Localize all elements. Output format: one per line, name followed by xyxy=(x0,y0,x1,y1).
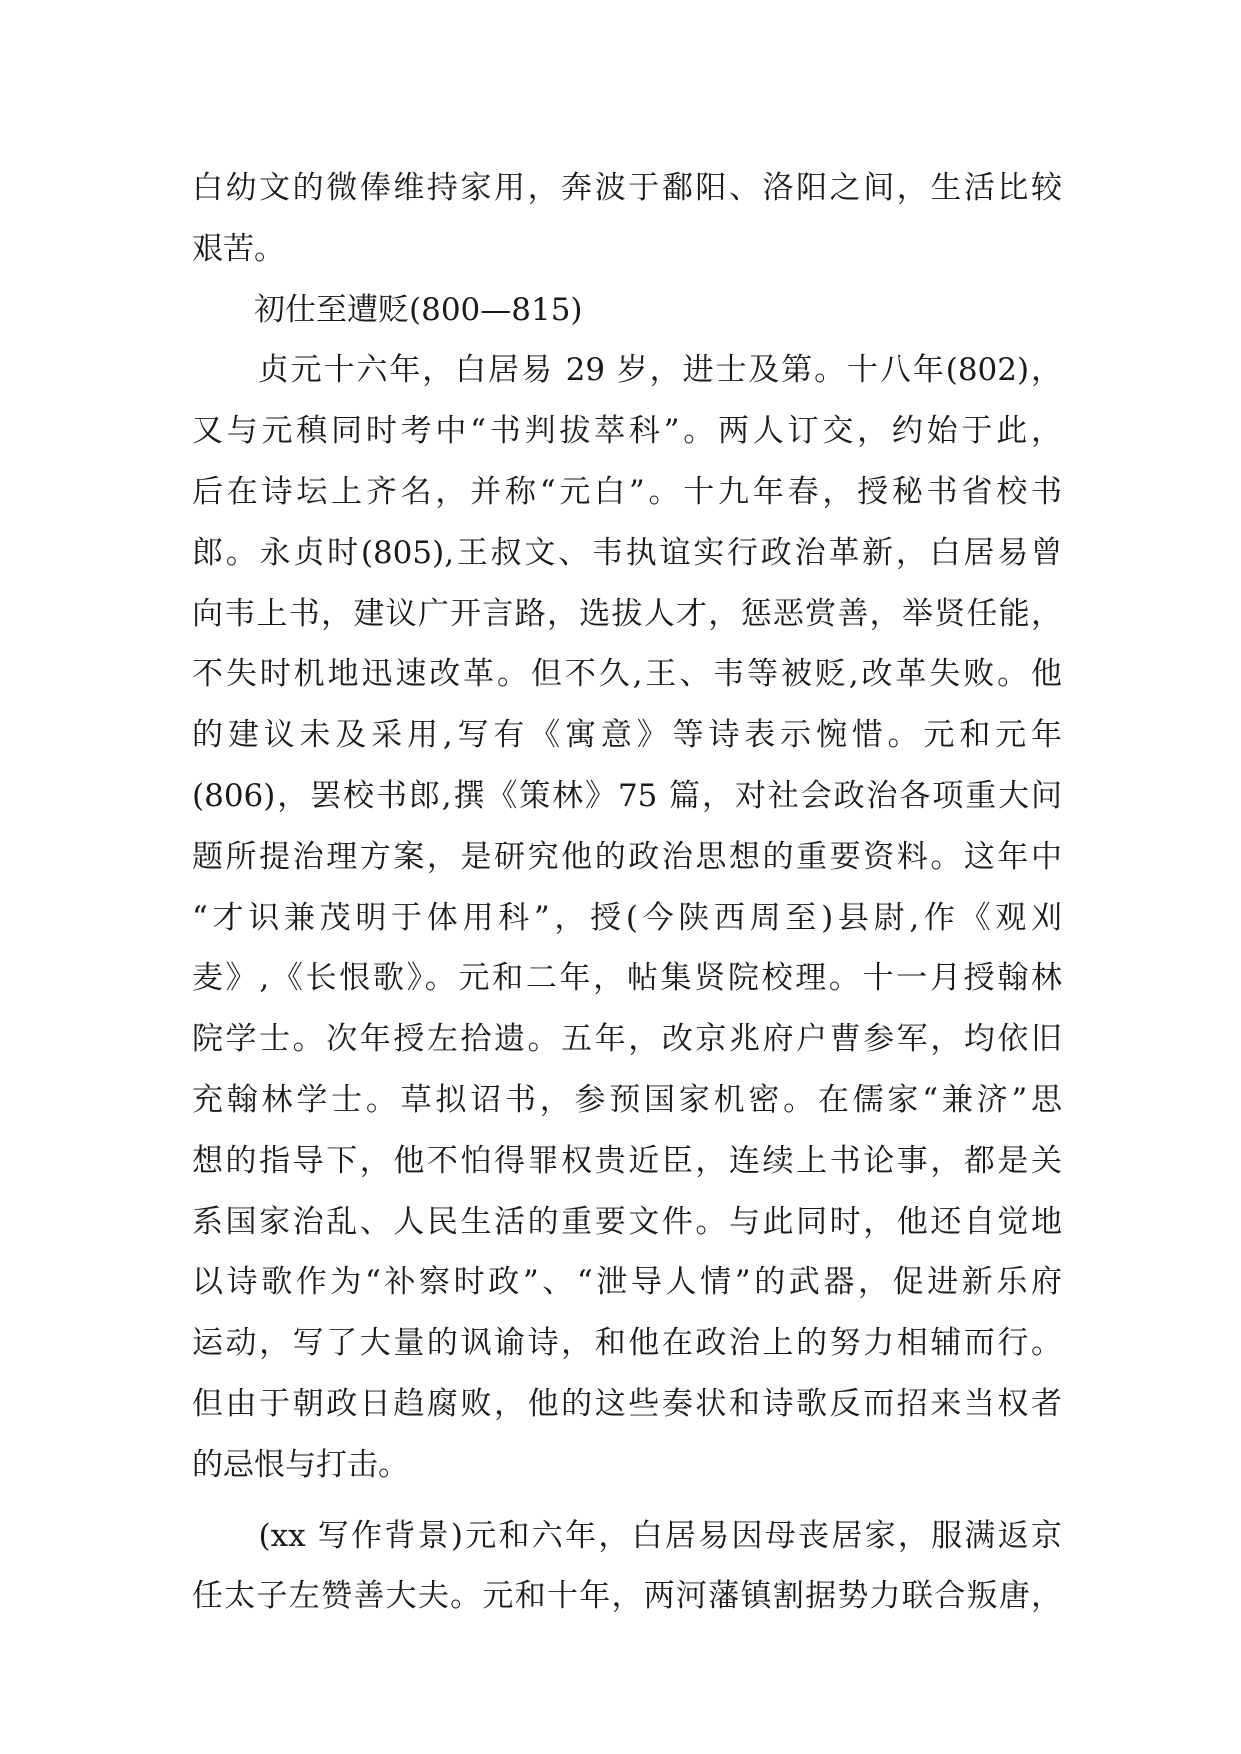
text-line: (806)，罢校书郎,撰《策林》75 篇，对社会政治各项重大问 xyxy=(192,777,1062,814)
text-line: 后在诗坛上齐名，并称“元白”。十九年春，授秘书省校书 xyxy=(192,473,1062,510)
text-line: (xx 写作背景)元和六年，白居易因母丧居家，服满返京 xyxy=(192,1517,1062,1554)
text-line: 院学士。次年授左拾遗。五年，改京兆府户曹参军，均依旧 xyxy=(192,1021,1062,1058)
text-line: 郎。永贞时(805),王叔文、韦执谊实行政治革新，白居易曾 xyxy=(192,534,1062,571)
text-line: 的忌恨与打击。 xyxy=(192,1446,409,1483)
text-line: 的建议未及采用,写有《寓意》等诗表示惋惜。元和元年 xyxy=(192,717,1062,754)
text-line: 想的指导下，他不怕得罪权贵近臣，连续上书论事，都是关 xyxy=(192,1142,1062,1179)
text-line: 题所提治理方案，是研究他的政治思想的重要资料。这年中 xyxy=(192,838,1062,875)
text-line: 任太子左赞善大夫。元和十年，两河藩镇割据势力联合叛唐， xyxy=(192,1578,1062,1615)
text-line: 充翰林学士。草拟诏书，参预国家机密。在儒家“兼济”思 xyxy=(192,1081,1062,1118)
text-line: 运动，写了大量的讽谕诗，和他在政治上的努力相辅而行。 xyxy=(192,1325,1062,1362)
text-line: 又与元稹同时考中“书判拔萃科”。两人订交，约始于此， xyxy=(192,413,1062,450)
text-line: 白幼文的微俸维持家用，奔波于鄱阳、洛阳之间，生活比较 xyxy=(192,170,1062,206)
text-line: 麦》,《长恨歌》。元和二年，帖集贤院校理。十一月授翰林 xyxy=(192,960,1062,997)
body-text xyxy=(192,158,1062,1627)
text-line: 系国家治乱、人民生活的重要文件。与此同时，他还自觉地 xyxy=(192,1203,1062,1240)
text-line: 贞元十六年，白居易 29 岁，进士及第。十八年(802)， xyxy=(192,352,1062,389)
text-line: 但由于朝政日趋腐败，他的这些奏状和诗歌反而招来当权者 xyxy=(192,1385,1062,1422)
text-line: 向韦上书，建议广开言路，选拔人才，惩恶赏善，举贤任能， xyxy=(192,595,1062,632)
text-line: “才识兼茂明于体用科”，授(今陕西周至)县尉,作《观刈 xyxy=(192,899,1062,936)
section-heading: 初仕至遭贬(800—815) xyxy=(192,291,583,328)
text-line: 以诗歌作为“补察时政”、“泄导人情”的武器，促进新乐府 xyxy=(192,1264,1062,1301)
text-line: 艰苦。 xyxy=(192,230,285,267)
text-line: 不失时机地迅速改革。但不久,王、韦等被贬,改革失败。他 xyxy=(192,656,1062,693)
